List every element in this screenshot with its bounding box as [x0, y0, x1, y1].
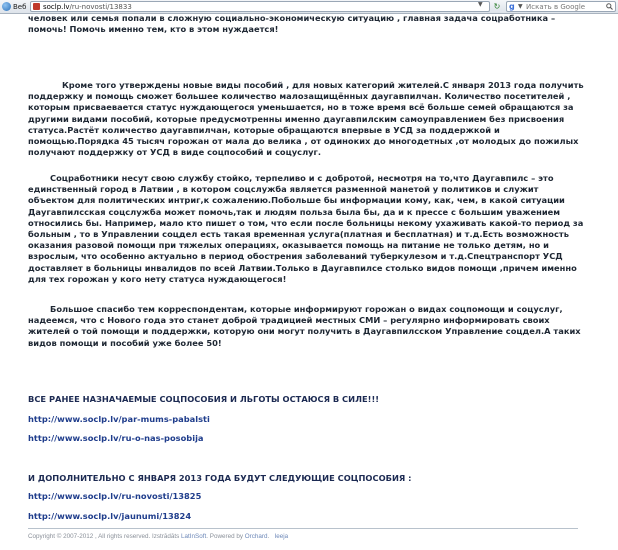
globe-icon [2, 2, 11, 11]
address-domain: soclp.lv [43, 3, 70, 11]
article-paragraph-3: Соцработники несут свою службу стойко, терпеливо и с добротой, несмотря на то,что Даугавпилс – это единственный город в Латвии , в котором соцслужба является разменной манетой у политиков и служит объектом для политических интриг,к сожалению.Побольше бы информации кому, как, чем, в какой ситуации Даугавпилсская соцслужба может помочь,так и людям польза была бы, да и к прессе с большим уважением относились бы. Например, мало кто пишет о том, что если после больницы некому ухаживать какой-то период за больным , то в Управлении соцдел есть такая временная услуга(платная и бесплатная) и т.д.Есть возможность оказания разовой помощи при тяжелых операциях, оказывается помощь на питание не только детям, но и взрослым, что особенно актуально в период обострения заболеваний туберкулезом и т.д.Спецтранспорт УСД доставляет в больницы инвалидов по всей Латвии.Только в Даугавпилсе столько видов помощи ,причем именно для тех горожан у кого нету статуса нуждающегося! [28, 173, 584, 284]
footer-latinsoft-link[interactable]: LatInSoft [181, 533, 207, 540]
search-box[interactable] [506, 1, 616, 12]
address-path: /ru-novosti/13833 [69, 3, 132, 11]
link-ru-novosti-13825[interactable]: http://www.soclp.lv/ru-novosti/13825 [28, 491, 202, 501]
notice-new-benefits: И ДОПОЛНИТЕЛЬНО С ЯНВАРЯ 2013 ГОДА БУДУТ СЛЕДУЮЩИЕ СОЦПОСОБИЯ : [28, 473, 412, 483]
footer-powered-by: Powered by [209, 533, 244, 540]
search-engine-dropdown-icon[interactable]: ▼ [518, 3, 523, 10]
web-label[interactable]: Веб [13, 3, 27, 11]
reload-icon[interactable]: ↻ [493, 2, 501, 11]
link-par-mums-pabalsti[interactable]: http://www.soclp.lv/par-mums-pabalsti [28, 414, 210, 424]
browser-toolbar [0, 0, 618, 14]
footer: Copyright © 2007-2012 , All rights reserved. Izstrādāts LatInSoft. Powered by Orchard. Ieeja [28, 533, 289, 540]
address-url[interactable] [43, 3, 132, 11]
article-paragraph-2: Кроме того утверждены новые виды пособий , для новых категорий жителей.С января 2013 года получить поддержку и помощь сможет большее количество малозащищённых даугавпилчан. Количество посетителей , которым присваевается статус нуждающегося уменьшается, но в тоже время всё больше семей обращаются за другими видами пособий, которые предусмотренны именно даугавпилским самоуправлением без присвоения статуса.Растёт количество даугавпилчан, которые обращаются впервые в УСД за поддержкой и помощью.Порядка 45 тысяч горожан от мала до велика , от одиноких до многодетных ,от молодых до пожилых получают поддержку от УСД в виде соцпособий и соцуслуг. [28, 80, 584, 158]
notice-existing-benefits: ВСЕ РАНЕЕ НАЗНАЧАЕМЫЕ СОЦПОСОБИЯ И ЛЬГОТЫ ОСТАЮСЯ В СИЛЕ!!! [28, 394, 380, 404]
footer-orchard-link[interactable]: Orchard [244, 533, 268, 540]
address-bar[interactable] [30, 1, 490, 12]
footer-copyright: Copyright © 2007-2012 , All rights reserved. Izstrādāts [28, 533, 180, 540]
footer-divider [28, 528, 578, 529]
search-input[interactable]: Искать в Google [526, 3, 586, 11]
link-jaunumi-13824[interactable]: http://www.soclp.lv/jaunumi/13824 [28, 511, 192, 521]
link-ru-o-nas-posobija[interactable]: http://www.soclp.lv/ru-o-nas-posobija [28, 433, 204, 443]
article-paragraph-1: человек или семья попали в сложную социально-экономическую ситуацию , главная задача соцработника – помочь! Помочь именно тем, кто в этом нуждается! [28, 13, 556, 35]
address-dropdown-icon[interactable]: ▼ [478, 1, 483, 8]
google-icon: g [509, 2, 515, 11]
footer-login-link[interactable]: Ieeja [274, 533, 289, 540]
site-favicon-icon [33, 3, 40, 10]
article-paragraph-4: Большое спасибо тем корреспондентам, которые информируют горожан о видах соцпомощи и соцуслуг, надеемся, что с Нового года это станет доброй традицией местных СМИ – регулярно информировать своих жителей о той помощи и поддержки, которую они могут получить в Даугавпилсском Управление соцдел.А таких видов помощи и пособий уже более 50! [28, 304, 581, 348]
search-icon[interactable] [606, 3, 613, 10]
